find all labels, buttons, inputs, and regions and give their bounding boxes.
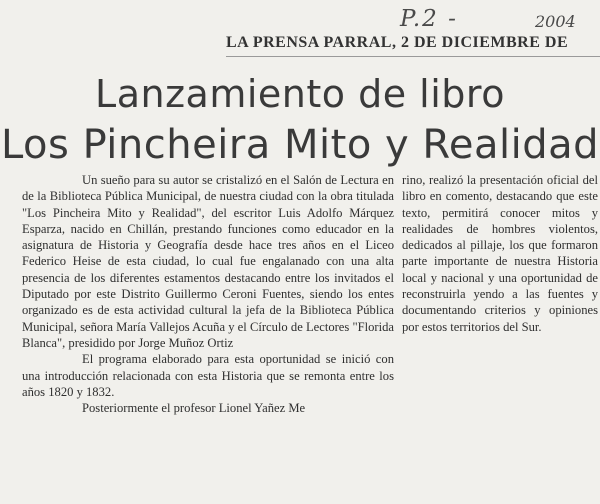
article-column-left — [22, 172, 394, 416]
headline-line-2: Los Pincheira Mito y Realidad — [0, 122, 600, 168]
article-paragraph: rino, realizó la presentación oficial del libro en comento, destacando que este texto, permitirá conocer mitos y realidades de hombres violentos, dedicados al pillaje, los que formaron parte importante de nuestra Historia local y nacional y una oportunidad de reconstruirla yendo a las fuentes y documentando criterios y opiniones por estos territorios del Sur. — [402, 173, 598, 334]
article-paragraph: El programa elaborado para esta oportunidad se inició con una introducción relacionada con esta Historia que se remonta entre los años 1820 y 1832. — [22, 352, 394, 399]
handwritten-year-mark: 2004 — [535, 12, 576, 31]
newspaper-masthead: LA PRENSA PARRAL, 2 DE DICIEMBRE DE — [226, 34, 569, 51]
article-column-right — [402, 172, 598, 335]
article-paragraph: Posteriormente el profesor Lionel Yañez Me — [82, 401, 306, 416]
headline-line-1: Lanzamiento de libro — [95, 72, 505, 116]
masthead-rule — [226, 56, 600, 57]
handwritten-page-mark: P.2 - — [400, 6, 458, 32]
article-paragraph: Un sueño para su autor se cristalizó en el Salón de Lectura en de la Biblioteca Pública Municipal, de nuestra ciudad con la obra titulada "Los Pincheira Mito y Realidad", del escritor Luis Adolfo Márquez Esparza, nacido en Chillán, prestando funciones como educador en la asignatura de Historia y Geografía desde hace tres años en el Liceo Federico Heise de esta ciudad, lo cual fue engalanado con una alta presencia de los diferentes estamentos destacando entre los invitados el Diputado por este Distrito Guillermo Ceroni Fuentes, siendo los entes organizado es de esta actividad cultural la jefa de la Biblioteca Pública Municipal, señora María Vallejos Acuña y el Círculo de Lectores "Florida Blanca", presidido por Jorge Muñoz Ortiz — [22, 173, 394, 350]
